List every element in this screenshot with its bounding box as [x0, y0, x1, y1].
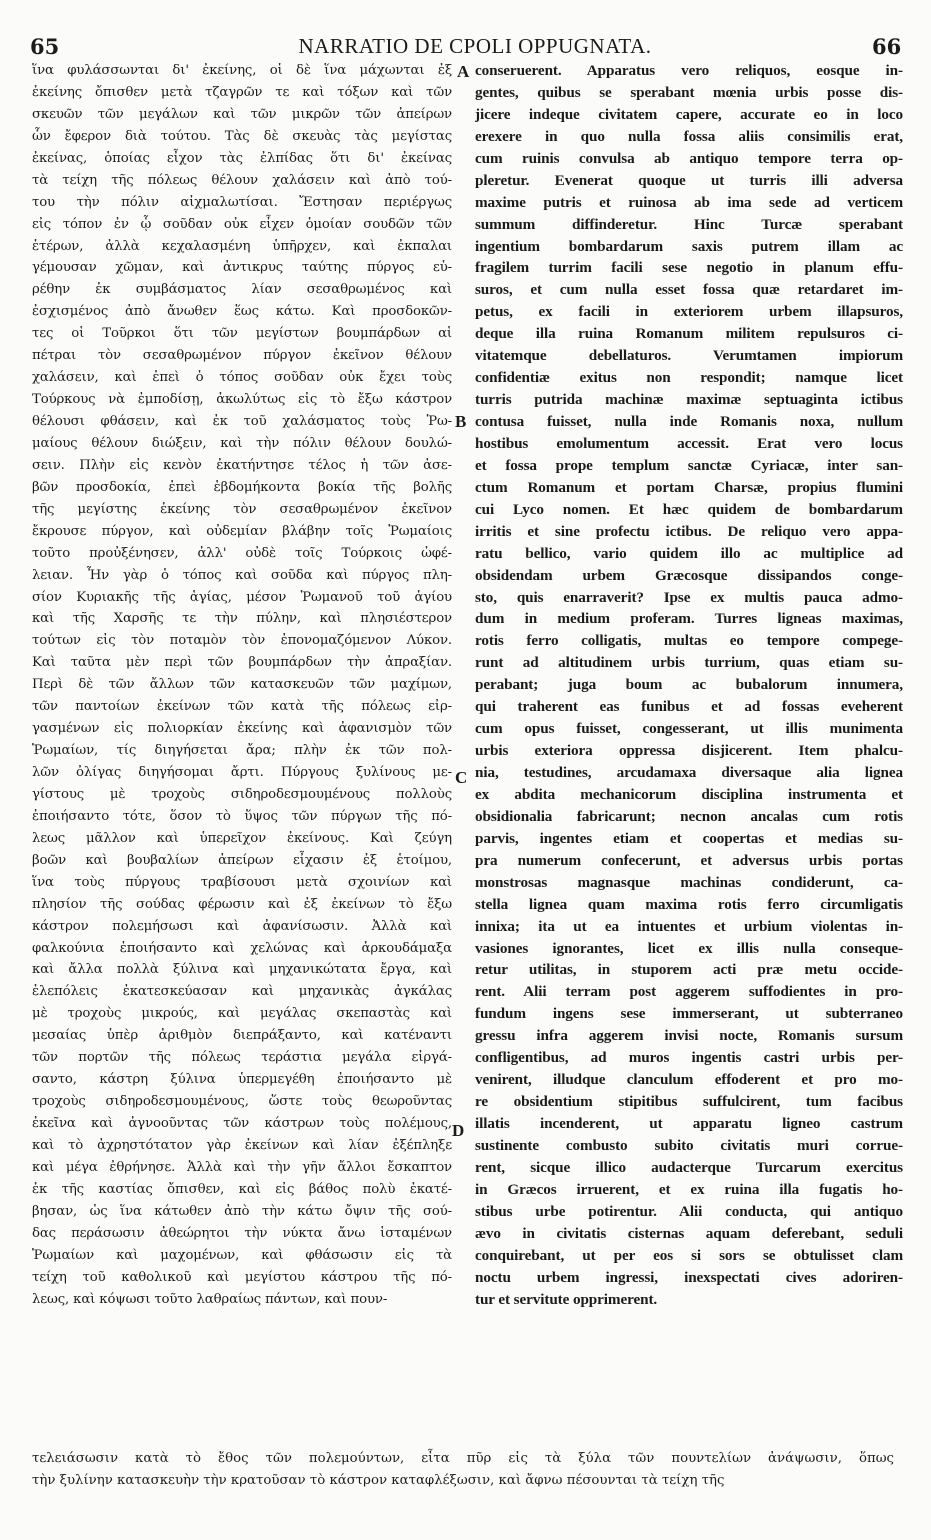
latin-text-line: et fossa prope templum sanctæ Cyriacæ, inter san-: [475, 456, 903, 474]
latin-text-line: obsidionalia fabricarunt; necnon ancalas cum rotis: [475, 807, 903, 825]
greek-text-line: Ῥωμαίων καὶ μαχομένων, καὶ φθάσωσιν εἰς τὰ: [32, 1247, 452, 1263]
latin-text-line: rotis ferro colligatis, multas eo tempore compege-: [475, 632, 903, 650]
greek-text-line: ἵνα φυλάσσωνται δι' ἐκείνης, οἱ δὲ ἵνα μάχωνται ἐξ: [32, 63, 452, 78]
page-number-right: 66: [872, 34, 902, 59]
greek-text-line: ἑτέρων, ἀλλὰ κεχαλασμένη ὑπῆρχεν, καὶ ἐκπαλαι: [32, 238, 452, 254]
greek-text-line: τείχη τοῦ καθολικοῦ καὶ μεγίστου κάστρου τῆς πό-: [32, 1269, 452, 1285]
latin-text-line: contusa fuisset, nulla inde Romanis noxa, nullum: [475, 413, 903, 430]
greek-text-line: τῆς μεγίστης ἐκείνης τὸν σεσαθρωμένον ἐκεῖνον: [32, 501, 452, 517]
greek-continuation-full-width: [32, 1448, 894, 1492]
greek-text-line: ἐσχισμένος ἀπὸ ἄνωθεν ἕως κάτω. Καὶ προσδοκῶν-: [32, 304, 452, 320]
greek-text-line: ἐκεῖνα καὶ ἀγνοοῦντας τῶν κάστρων τοὺς πολέμους,: [32, 1116, 452, 1131]
latin-text-line: cui Lyco nomen. Et hæc quidem de bombardarum: [475, 500, 903, 518]
greek-text-line: ἐκείνας, ὁποίας εἶχον τὰς ἐλπίδας ὅτι δι' ἐκείνας: [32, 150, 452, 166]
latin-text-line: retur utilitas, in stuporem acti præ metu occide-: [475, 961, 903, 979]
greek-text-line: ἐκ τῆς καστίας ὄπισθεν, καὶ εἰς βάθος πολὺ ἐκατέ-: [32, 1181, 452, 1197]
greek-text-line: χαλάσειν, καὶ ἐπεὶ ὁ τόπος σοῦδαν οὐκ ἔχει τοὺς: [32, 370, 452, 386]
greek-text-line: πλησίον τῆς σούδας φέρωσιν καὶ ἐξ ἐκείνων τὸ ἔξω: [32, 896, 452, 912]
latin-text-line: stibus urbe potirentur. Alii conducta, qui antiquo: [475, 1202, 903, 1220]
latin-text-line: fragilem turrim facili sese negotio in planum effu-: [475, 259, 903, 277]
latin-text-line: perabant; juga boum ac bubalorum innumera,: [475, 676, 903, 694]
greek-text-line: Καὶ ταῦτα μὲν περὶ τῶν βουμπάρδων τὴν ἀπραξίαν.: [32, 655, 452, 671]
greek-text-line: καὶ τὸ ἀχρηστότατον γὰρ ἐκείνων καὶ λίαν ἐξέπληξε: [32, 1137, 452, 1153]
greek-text-line: μαίους θέλουν διώξειν, καὶ τὴν πόλιν θέλουν δουλώ-: [32, 435, 452, 451]
greek-text-line: του τὴν πόλιν αἰχμαλωτίσαι. Ἔστησαν περιέργως: [32, 194, 452, 210]
latin-text-line: cum ruinis convulsa ab antiquo tempore terra op-: [475, 149, 903, 167]
latin-text-line: pleretur. Evenerat quoque ut turris illi adversa: [475, 171, 903, 189]
latin-text-line: deque illa ruina Romanum militem repulsuros ci-: [475, 325, 903, 343]
latin-text-line: hostibus emolumentum accessit. Erat vero locus: [475, 434, 903, 452]
greek-text-line: λεως μᾶλλον καὶ ὑπερεῖχον ἐκείνους. Καὶ ζεύγη: [32, 830, 452, 846]
greek-text-line: τροχοὺς σιδηροδεσμουμένους, ὥστε τοὺς θεωροῦντας: [32, 1094, 452, 1110]
greek-text-line: τούτων εἰς τὸν ποταμὸν τὸν ἐπονομαζόμενον Λύκον.: [32, 633, 452, 649]
greek-text-line: ἑλεπόλεις ἐκατεσκεύασαν καὶ μηχανικὰς ἀγκάλας: [32, 984, 452, 1000]
latin-text-line: ex abdita mechanicorum disciplina instrumenta et: [475, 785, 903, 803]
greek-text-line: μεσαίας ὑπὲρ ἀριθμὸν διεπράξαντο, καὶ κατέναντι: [32, 1028, 452, 1044]
greek-text-line: τοῦτο προὐξένησεν, ἀλλ' οὐδὲ τοῖς Τούρκοις ὠφέ-: [32, 545, 452, 561]
latin-text-line: in Græcos irruerent, et ex ruina illa fugatis ho-: [475, 1180, 903, 1198]
latin-text-line: erexere in quo nulla fossa aliis consimilis erat,: [475, 127, 903, 145]
latin-text-line: stella lignea quam maxima rotis ferro circumligatis: [475, 895, 903, 913]
latin-text-line: runt ad altitudinem urbis turrium, quas etiam su-: [475, 654, 903, 672]
greek-text-line: τῶν παντοίων ἐκείνων τῶν κατὰ τῆς πόλεως εἰρ-: [32, 699, 452, 715]
latin-text-line: gentes, quibus se sperabant mœnia urbis posse dis-: [475, 83, 903, 101]
greek-text-line: ἐκείνης ὄπισθεν μετὰ τζαγρῶν τε καὶ τόξων καὶ τῶν: [32, 84, 452, 100]
latin-text-line: sto, quis enarraverit? Ipse ex multis pauca admo-: [475, 588, 903, 606]
latin-text-line: gressu infra aggerem invisi nocte, Romanis sursum: [475, 1027, 903, 1045]
section-marker-a: A: [457, 62, 470, 81]
greek-text-line: λειαν. Ἦν γὰρ ὁ τόπος καὶ σοῦδα καὶ πύργος πλη-: [32, 567, 452, 583]
latin-text-line: jicere indeque civitatem capere, accurate eo in loco: [475, 105, 903, 123]
latin-text-line: nia, testudines, arcudamaxa diversaque alia lignea: [475, 764, 903, 781]
greek-text-line: σειν. Πλὴν εἰς κενὸν ἐκατήντησε τέλος ἡ τῶν ἀσε-: [32, 457, 452, 473]
latin-text-line: confligentibus, ad muros ingentis castri urbis per-: [475, 1049, 903, 1067]
greek-text-line: γέμουσαν χῶμαν, καὶ ἀντικρυς ταύτης πύργος εὑ-: [32, 260, 452, 276]
latin-text-line: ctum Romanum et portam Charsæ, propius flumini: [475, 478, 903, 496]
latin-text-line: irritis et sine profectu ictibus. De reliquo vero appa-: [475, 522, 903, 540]
greek-text-line: θέλουσι φθάσειν, καὶ ἐκ τοῦ χαλάσματος τοὺς Ῥω-: [32, 414, 452, 429]
latin-text-line: illatis incenderent, ut apparatu ligneo castrum: [475, 1115, 903, 1132]
latin-text-line: petus, ex facili in exteriorem urbem illapsuros,: [475, 303, 903, 321]
greek-text-line: καὶ ἄλλα πολλὰ ξύλινα καὶ μηχανικώτατα ἔργα, καὶ: [32, 962, 452, 978]
latin-text-line: tur et servitute opprimerent.: [475, 1290, 658, 1308]
latin-text-line: maxime putris et ruinosa ab ima sede ad verticem: [475, 193, 903, 211]
greek-text-line: τες οἱ Τοῦρκοι ὅτι τῶν μεγίστων βουμπάρδων αἱ: [32, 326, 452, 342]
latin-text-line: noctu urbem ingressi, inexspectati cives adoriren-: [475, 1268, 903, 1286]
greek-text-line: φαλκούνια ἐποιήσαντο καὶ χελώνας καὶ ἀρκουδάμαξα: [32, 940, 452, 956]
latin-text-line: innixa; ita ut ea intuentes et urbium violentas in-: [475, 917, 903, 935]
latin-text-line: ratu bellico, vario quidem illo ac multiplice ad: [475, 544, 903, 562]
bottom-greek-line: τελειάσωσιν κατὰ τὸ ἔθος τῶν πολεμούντων, εἶτα πῦρ εἰς τὰ ξύλα τῶν πουντελίων ἀνάψωσιν, ὅπως: [32, 1451, 894, 1466]
latin-text-line: suros, et cum nulla esset fossa quæ retardaret im-: [475, 281, 903, 299]
greek-text-line: λῶν ὀλίγας διηγήσομαι ἄρτι. Πύργους ξυλίνους με-: [32, 765, 452, 780]
greek-text-line: δας περάσωσιν ἀθεώρητοι τὴν νύκτα ἄνω ἱσταμένων: [32, 1225, 452, 1241]
latin-text-line: summum diffinderetur. Hinc Turcæ sperabant: [475, 215, 903, 233]
greek-text-line: μὲ τροχοὺς μικρούς, καὶ μεγάλας σκεπαστὰς καὶ: [32, 1006, 452, 1022]
section-marker-c: C: [455, 768, 468, 787]
latin-text-line: monstrosas magnasque machinas condiderunt, ca-: [475, 873, 903, 891]
greek-text-line: ρέθην ἐκ συμβάσματος λίαν σεσαθρωμένος καὶ: [32, 282, 452, 298]
greek-text-line: βοῶν καὶ βουβαλίων ἀπείρων εἶχασιν ἐξ ἑτοίμου,: [32, 852, 452, 868]
page-number-left: 65: [30, 34, 60, 59]
greek-text-line: γίστους μὲ τροχοὺς σιδηροδεσμουμένους πολλοὺς: [32, 786, 452, 802]
greek-text-line: εἰς τόπον ἐν ᾧ σοῦδαν οὐκ εἶχεν ὁμοίαν σουδῶν τῶν: [32, 216, 452, 232]
greek-text-line: πέτραι τὸν σεσαθρωμένον πύργον ἐκεῖνον θέλουν: [32, 348, 452, 364]
greek-text-line: καὶ τῆς Χαρσῆς τε τὴν πύλην, καὶ πλησιέστερον: [32, 611, 452, 627]
greek-column: [32, 60, 452, 1310]
latin-text-line: ingentium bombardarum saxis putrem illam ac: [475, 237, 903, 255]
latin-text-line: turris putrida machinæ maximæ septuaginta ictibus: [475, 391, 903, 409]
latin-text-line: obsidendam urbem Græcosque dissipandos conge-: [475, 566, 903, 584]
greek-text-line: τὰ τείχη τῆς πόλεως θέλουν χαλάσειν καὶ ἀπὸ τού-: [32, 172, 452, 188]
latin-text-line: parvis, ingentes etiam et coopertas et medias su-: [475, 829, 903, 847]
latin-text-line: venirent, illudque clanculum effoderent et pro mo-: [475, 1071, 903, 1089]
greek-text-line: ὧν ἔφερον διὰ τούτου. Τὰς δὲ σκευὰς τὰς μεγίστας: [32, 128, 452, 144]
latin-text-line: conseruerent. Apparatus vero reliquos, eosque in-: [475, 62, 903, 79]
section-marker-d: D: [452, 1121, 465, 1140]
greek-text-line: ἵνα τοὺς πύργους τραβίσουσι μετὰ σχοινίων καὶ: [32, 874, 452, 890]
running-title: NARRATIO DE CPOLI OPPUGNATA.: [298, 34, 652, 58]
greek-text-line: σκευῶν τῶν μεγάλων καὶ τῶν μικρῶν τῶν ἀπείρων: [32, 106, 452, 122]
greek-text-line: βῶν προσδοκία, ἐπεὶ ἑβδομήκοντα βοκία τῆς βολῆς: [32, 479, 452, 495]
greek-text-line: καὶ μέγα ἐθρήνησε. Ἀλλὰ καὶ τὴν γῆν ἄλλοι ἔσκαπτον: [32, 1159, 452, 1175]
latin-text-line: conquirebant, ut per eos si sors se obtulisset clam: [475, 1246, 903, 1264]
latin-text-line: confidentiæ exitus non respondit; namque licet: [475, 369, 903, 387]
greek-text-line: κάστρον πολεμήσωσι καὶ ἀφανίσωσιν. Ἀλλὰ καὶ: [32, 918, 452, 934]
greek-text-line: λεως, καὶ κόψωσι τοῦτο λαθραίως πάντων, καὶ πουν-: [32, 1291, 388, 1307]
greek-text-line: ἔκρουσε πύργον, καὶ οὐδεμίαν βλάβην τοῖς Ῥωμαίοις: [32, 523, 452, 539]
latin-text-line: re obsidentium stipitibus suffulcirent, tum facibus: [475, 1093, 903, 1111]
section-marker-b: B: [455, 412, 467, 431]
latin-text-line: qui traherent eas funibus et ad fossas eveherent: [475, 698, 903, 716]
greek-text-line: σίον Κυριακῆς τῆς ἁγίας, μέσον Ῥωμανοῦ τοῦ ἁγίου: [32, 589, 452, 605]
latin-text-line: dum in medium proferam. Turres ligneas maximas,: [475, 610, 903, 628]
latin-text-line: fundum ingens sese immerserant, ut subterraneo: [475, 1005, 903, 1023]
bottom-greek-line: τὴν ξυλίνην κατασκευὴν τὴν κρατοῦσαν τὸ κάστρον καταφλέξωσιν, καὶ ἄφνω πέσουνται τὰ τείχη τῆς: [32, 1472, 725, 1488]
latin-text-line: vasiones ignorantes, licet ex illis nulla conseque-: [475, 939, 903, 957]
greek-text-line: σαντο, κάστρη ξύλινα ὑπερμεγέθη ἐποιήσαντο μὲ: [32, 1072, 452, 1088]
page-header: [0, 0, 931, 58]
latin-text-line: vitatemque debellaturos. Verumtamen impiorum: [475, 347, 903, 365]
greek-text-line: Τούρκους νὰ ἐμποδίσῃ, ἀκωλύτως εἰς τὸ ἔξω κάστρον: [32, 392, 452, 408]
latin-text-line: rent. Alii terram post aggerem suffodientes in pro-: [475, 983, 903, 1001]
greek-text-line: Περὶ δὲ τῶν ἄλλων τῶν κατασκευῶν τῶν μαχίμων,: [32, 677, 452, 693]
latin-text-line: pra numerum confecerunt, et adversus urbis portas: [475, 851, 903, 869]
greek-text-line: βησαν, ὡς ἵνα κάτωθεν ἀπὸ τὴν κάτω ὄψιν τῆς σού-: [32, 1203, 452, 1219]
latin-text-line: urbis exteriora oppressa disjicerent. Item phalcu-: [475, 742, 903, 760]
latin-text-line: cum opus fuisset, congesserant, ut illis munimenta: [475, 720, 903, 738]
greek-text-line: ἐποιήσαντο τότε, ὅσον τὸ ὕψος τῶν πύργων τῆς πό-: [32, 808, 452, 824]
latin-text-line: rent, sicque illico audacterque Turcarum exercitus: [475, 1158, 903, 1176]
greek-text-line: γασμένων εἰς πολιορκίαν ἐκείνης καὶ ἀφανισμὸν τῶν: [32, 721, 452, 737]
latin-column: [475, 60, 903, 1310]
greek-text-line: τῶν πορτῶν τῆς πόλεως τεράστια μεγάλα εἰργά-: [32, 1050, 452, 1066]
latin-text-line: sustinente combusto subito civitatis muri corrue-: [475, 1136, 903, 1154]
greek-text-line: Ῥωμαίων, τίς διηγήσεται ἄρα; πλὴν ἐκ τῶν πολ-: [32, 743, 452, 759]
latin-text-line: ævo in civitatis cisternas aquam deferebant, seduli: [475, 1224, 903, 1242]
